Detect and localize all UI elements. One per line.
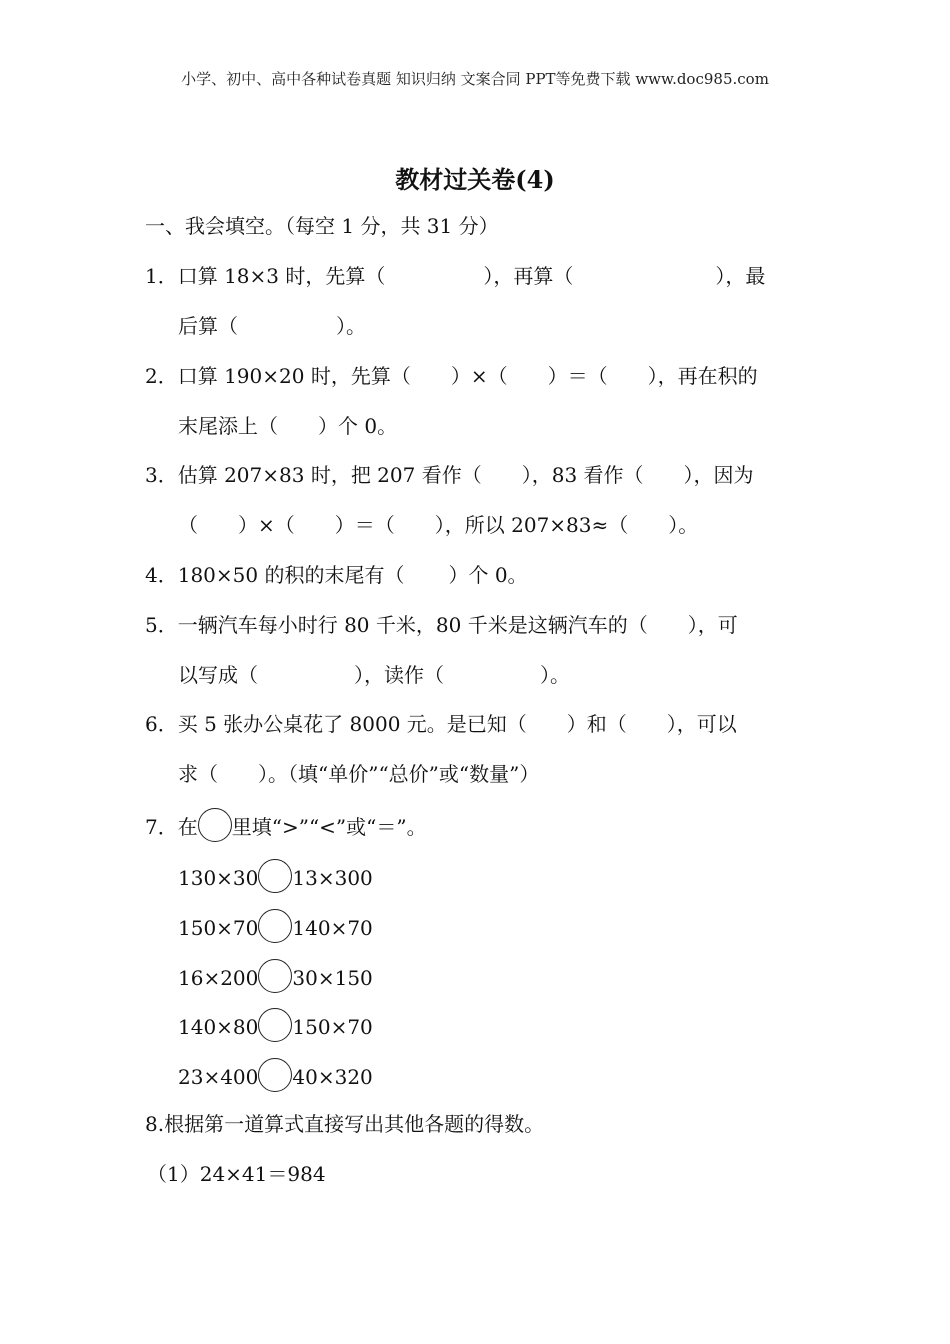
- question-2-line-1: [145, 362, 758, 390]
- question-8-sub-1: （1）24×41＝984: [147, 1162, 326, 1186]
- compare-circle-input[interactable]: [258, 959, 292, 993]
- compare-right: 13×300: [292, 866, 373, 890]
- q1-text-b: ），再算（: [483, 264, 574, 288]
- question-2-line-2: [178, 412, 397, 440]
- q3-text-b: ），83 看作（: [521, 463, 644, 487]
- q5-text-e: ）。: [540, 663, 570, 687]
- q2-text-c: ）＝（: [547, 364, 608, 388]
- q3-text-g: ），所以 207×83≈（: [434, 513, 629, 537]
- q3-text-c: ），因为: [683, 463, 754, 487]
- q6-text-d: 求（: [178, 762, 218, 786]
- question-8-title: 8.根据第一道算式直接写出其他各题的得数。: [145, 1112, 545, 1136]
- q5-text-c: 以写成（: [178, 663, 258, 687]
- question-4: [145, 561, 528, 589]
- q7-text-b: 里填“>”“<”或“＝”。: [231, 815, 427, 839]
- q7-text-a: 7．在: [145, 815, 198, 839]
- q4-text-b: ）个 0。: [448, 563, 528, 587]
- compare-row-3: [178, 964, 373, 993]
- compare-row-4: [178, 1013, 373, 1042]
- compare-left: 130×30: [178, 866, 259, 890]
- compare-right: 30×150: [292, 966, 373, 990]
- q6-text-c: ），可以: [666, 712, 737, 736]
- q5-text-d: ），读作（: [354, 663, 444, 687]
- q2-text-f: ）个 0。: [318, 414, 398, 438]
- q6-text-e: ）。（填“单价”“总价”或“数量”）: [258, 762, 540, 786]
- question-7-prompt: [145, 813, 427, 842]
- question-5-line-1: [145, 611, 738, 639]
- question-5-line-2: [178, 661, 570, 689]
- compare-left: 23×400: [178, 1065, 259, 1089]
- q4-text-a: 4．180×50 的积的末尾有（: [145, 563, 405, 587]
- compare-right: 140×70: [292, 916, 373, 940]
- q2-text-a: 2．口算 190×20 时，先算（: [145, 364, 411, 388]
- q1-text-c: ），最: [715, 264, 766, 288]
- q2-text-d: ），再在积的: [647, 364, 758, 388]
- compare-left: 150×70: [178, 916, 259, 940]
- compare-circle-input[interactable]: [258, 909, 292, 943]
- q3-text-d: （: [178, 513, 198, 537]
- question-6-line-2: [178, 760, 539, 788]
- q3-text-h: ）。: [668, 513, 699, 537]
- page-header: 小学、初中、高中各种试卷真题 知识归纳 文案合同 PPT等免费下载 www.doc985.com: [181, 70, 769, 88]
- section-heading: 一、我会填空。（每空 1 分，共 31 分）: [145, 214, 499, 238]
- q6-text-b: ）和（: [566, 712, 627, 736]
- compare-right: 150×70: [292, 1015, 373, 1039]
- compare-row-5: [178, 1063, 373, 1092]
- question-3-line-1: [145, 461, 754, 489]
- compare-circle-input[interactable]: [258, 1058, 292, 1092]
- q2-text-e: 末尾添上（: [178, 414, 278, 438]
- compare-right: 40×320: [292, 1065, 373, 1089]
- q6-text-a: 6．买 5 张办公桌花了 8000 元。是已知（: [145, 712, 527, 736]
- q1-text-a: 1．口算 18×3 时，先算（: [145, 264, 386, 288]
- exam-title: 教材过关卷(4): [395, 165, 555, 194]
- q1-text-d: 后算（: [178, 314, 238, 338]
- question-1-line-2: [178, 312, 366, 340]
- q2-text-b: ）×（: [450, 364, 508, 388]
- question-6-line-1: [145, 710, 737, 738]
- question-3-line-2: [178, 511, 698, 539]
- q3-text-e: ）×（: [238, 513, 295, 537]
- q3-text-f: ）＝（: [334, 513, 395, 537]
- question-1-line-1: [145, 262, 765, 290]
- q5-text-a: 5．一辆汽车每小时行 80 千米，80 千米是这辆汽车的（: [145, 613, 648, 637]
- q5-text-b: ），可: [687, 613, 738, 637]
- compare-circle-input[interactable]: [258, 859, 292, 893]
- compare-row-1: [178, 864, 373, 893]
- circle-icon: [198, 808, 232, 842]
- compare-circle-input[interactable]: [258, 1008, 292, 1042]
- q1-text-e: ）。: [336, 314, 366, 338]
- compare-left: 140×80: [178, 1015, 259, 1039]
- compare-row-2: [178, 914, 373, 943]
- compare-left: 16×200: [178, 966, 259, 990]
- q3-text-a: 3．估算 207×83 时，把 207 看作（: [145, 463, 482, 487]
